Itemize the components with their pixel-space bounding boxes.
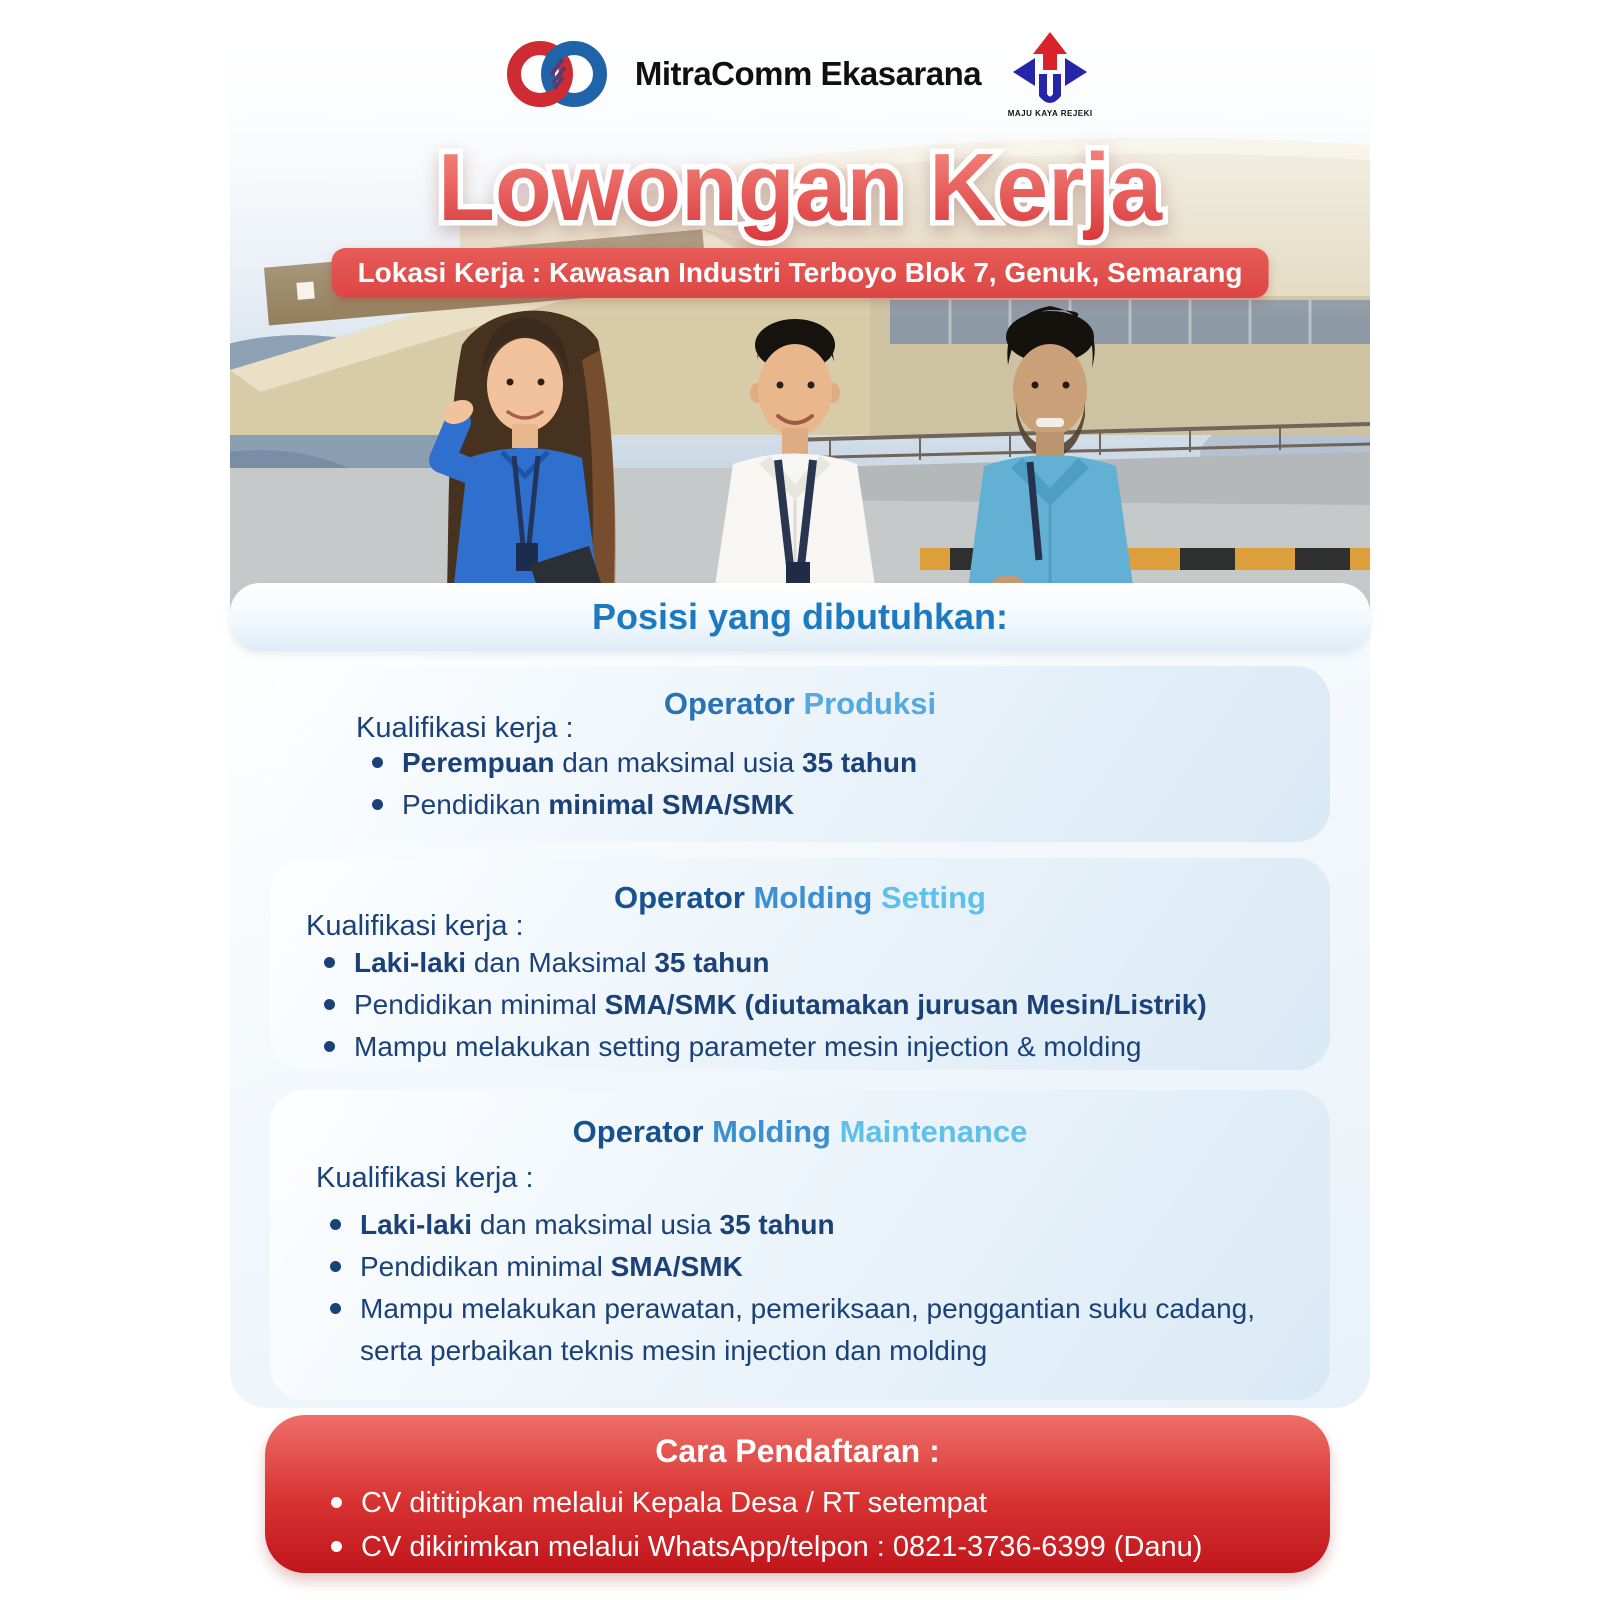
list-item: CV dikirimkan melalui WhatsApp/telpon : 0821-3736-6399 (Danu) — [331, 1525, 1291, 1569]
list-item: Mampu melakukan setting parameter mesin injection & molding — [324, 1026, 1304, 1068]
person-woman — [439, 311, 616, 620]
list-item: CV dititipkan melalui Kepala Desa / RT setempat — [331, 1481, 1291, 1525]
maju-kaya-rejeki-logo — [1007, 30, 1093, 108]
partner-logo-caption: MAJU KAYA REJEKI — [1007, 109, 1093, 118]
bullet-dot — [330, 1303, 341, 1314]
main-title — [230, 122, 1370, 252]
position-title-part: Setting — [880, 880, 986, 915]
qualification-list — [324, 942, 1304, 1068]
poster — [230, 0, 1370, 1600]
position-card-operator-molding-maintenance — [270, 1090, 1330, 1400]
position-title-part: Operator — [663, 686, 804, 721]
bullet-dot — [330, 1261, 341, 1272]
mitracomm-rings-logo — [507, 31, 609, 117]
positions-heading-banner — [230, 583, 1370, 651]
header-logos — [230, 28, 1370, 120]
bullet-dot — [324, 999, 335, 1010]
bullet-dot — [331, 1497, 342, 1508]
position-title-part: Operator — [572, 1114, 713, 1149]
position-card-operator-produksi — [270, 666, 1330, 842]
list-item: Mampu melakukan perawatan, pemeriksaan, penggantian suku cadang, serta perbaikan teknis mesin injection dan molding — [330, 1288, 1280, 1372]
list-item: Pendidikan minimal SMA/SMK — [372, 784, 1292, 826]
qualification-label: Kualifikasi kerja : — [306, 910, 524, 942]
qualification-list — [330, 1204, 1280, 1372]
partner-logo — [1007, 30, 1093, 118]
position-title-part: Operator — [614, 880, 754, 915]
bullet-dot — [330, 1219, 341, 1230]
position-title-part: Maintenance — [839, 1114, 1028, 1149]
list-item: Perempuan dan maksimal usia 35 tahun — [372, 742, 1292, 784]
registration-title: Cara Pendaftaran : — [655, 1433, 940, 1469]
position-title-part: Molding — [753, 880, 881, 915]
bullet-dot — [372, 757, 383, 768]
qualification-label: Kualifikasi kerja : — [356, 712, 574, 744]
registration-card — [265, 1415, 1330, 1573]
positions-heading-text: Posisi yang dibutuhkan: — [591, 596, 1009, 637]
list-item: Laki-laki dan maksimal usia 35 tahun — [330, 1204, 1280, 1246]
list-item: Pendidikan minimal SMA/SMK (diutamakan jurusan Mesin/Listrik) — [324, 984, 1304, 1026]
bullet-dot — [324, 1041, 335, 1052]
position-title-part: Produksi — [803, 686, 937, 721]
location-banner: Lokasi Kerja : Kawasan Industri Terboyo Blok 7, Genuk, Semarang — [332, 248, 1269, 298]
poster-title-text: Lowongan Kerja — [438, 134, 1163, 241]
bullet-dot — [324, 957, 335, 968]
position-title — [270, 858, 1330, 916]
qualification-label: Kualifikasi kerja : — [316, 1162, 534, 1194]
position-title — [270, 1090, 1330, 1150]
position-card-operator-molding-setting — [270, 858, 1330, 1070]
list-item: Laki-laki dan Maksimal 35 tahun — [324, 942, 1304, 984]
qualification-list — [372, 742, 1292, 826]
registration-list — [331, 1481, 1291, 1569]
bullet-dot — [372, 799, 383, 810]
list-item: Pendidikan minimal SMA/SMK — [330, 1246, 1280, 1288]
brand-name: MitraComm Ekasarana — [634, 55, 982, 92]
position-title-part: Molding — [712, 1114, 840, 1149]
bullet-dot — [331, 1541, 342, 1552]
